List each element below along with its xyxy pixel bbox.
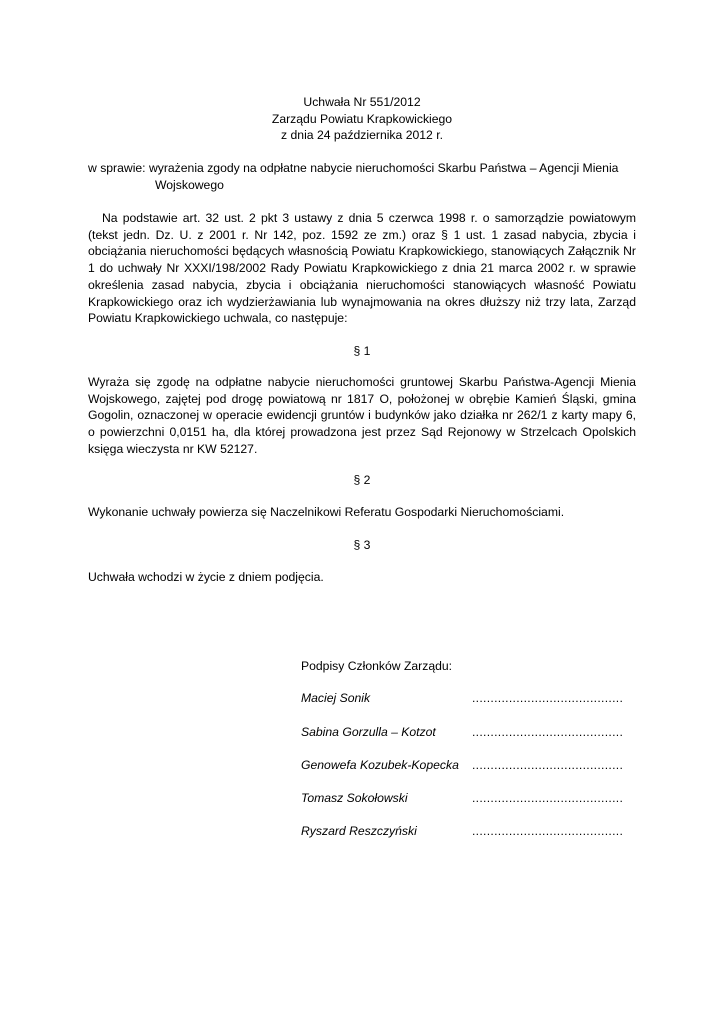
signature-row: [301, 790, 624, 808]
section-2-text: Wykonanie uchwały powierza się Naczelnikowi Referatu Gospodarki Nieruchomościami.: [88, 505, 565, 519]
preamble-paragraph: Na podstawie art. 32 ust. 2 pkt 3 ustawy z dnia 5 czerwca 1998 r. o samorządzie powiatowym (tekst jedn. Dz. U. z 2001 r. Nr 142, poz. 1592 ze zm.) oraz § 1 ust. 1 zasad nabycia, zbycia i obciążania nieruchomości będących własnością Powiatu Krapkowickiego, stanowiących Załącznik Nr 1 do uchwały Nr XXXI/198/2002 Rady Powiatu Krapkowickiego z dnia 21 marca 2002 r. w sprawie określenia zasad nabycia, zbycia i obciążania nieruchomości stanowiących własność Powiatu Krapkowickiego oraz ich wydzierżawiania lub wynajmowania na okres dłuższy niż trzy lata, Zarząd Powiatu Krapkowickiego uchwala, co następuje:: [88, 211, 636, 326]
signature-row: [301, 823, 624, 841]
signatures-heading: Podpisy Członków Zarządu:: [301, 659, 453, 673]
signature-line: .........................................: [472, 691, 624, 705]
signatory-name: Sabina Gorzulla – Kotzot: [301, 725, 436, 739]
resolution-header: [0, 94, 724, 144]
section-3-text: Uchwała wchodzi w życie z dniem podjęcia.: [88, 570, 324, 584]
subject-line-1: w sprawie: wyrażenia zgody na odpłatne nabycie nieruchomości Skarbu Państwa – Agencji Mienia: [88, 161, 619, 175]
section-1-number: § 1: [353, 344, 371, 358]
signature-row: [301, 757, 624, 775]
signature-line: .........................................: [472, 758, 624, 772]
section-1-text: Wyraża się zgodę na odpłatne nabycie nieruchomości gruntowej Skarbu Państwa-Agencji Mienia Wojskowego, zajętej pod drogę powiatową nr 1817 O, położonej w obrębie Kamień Śląski, gmina Gogolin, oznaczonej w operacie ewidencji gruntów i budynków jako działka nr 262/1 z karty mapy 6, o powierzchni 0,0151 ha, dla której prowadzona jest przez Sąd Rejonowy w Strzelcach Opolskich księga wieczysta nr KW 52127.: [88, 375, 636, 456]
section-2-number: § 2: [353, 473, 371, 487]
signatory-name: Genowefa Kozubek-Kopecka: [301, 758, 459, 772]
signature-row: [301, 690, 624, 708]
signature-line: .........................................: [472, 725, 624, 739]
section-3-number: § 3: [353, 538, 371, 552]
signatory-name: Tomasz Sokołowski: [301, 791, 408, 805]
signature-row: [301, 724, 624, 742]
signatory-name: Ryszard Reszczyński: [301, 824, 417, 838]
signature-line: .........................................: [472, 824, 624, 838]
issuing-body: Zarządu Powiatu Krapkowickiego: [271, 111, 453, 126]
resolution-subject: [88, 160, 636, 193]
signatory-name: Maciej Sonik: [301, 691, 371, 705]
resolution-title: Uchwała Nr 551/2012: [303, 95, 421, 109]
signature-line: .........................................: [472, 791, 624, 805]
resolution-date: z dnia 24 października 2012 r.: [281, 128, 443, 143]
subject-line-2: Wojskowego: [155, 177, 224, 192]
